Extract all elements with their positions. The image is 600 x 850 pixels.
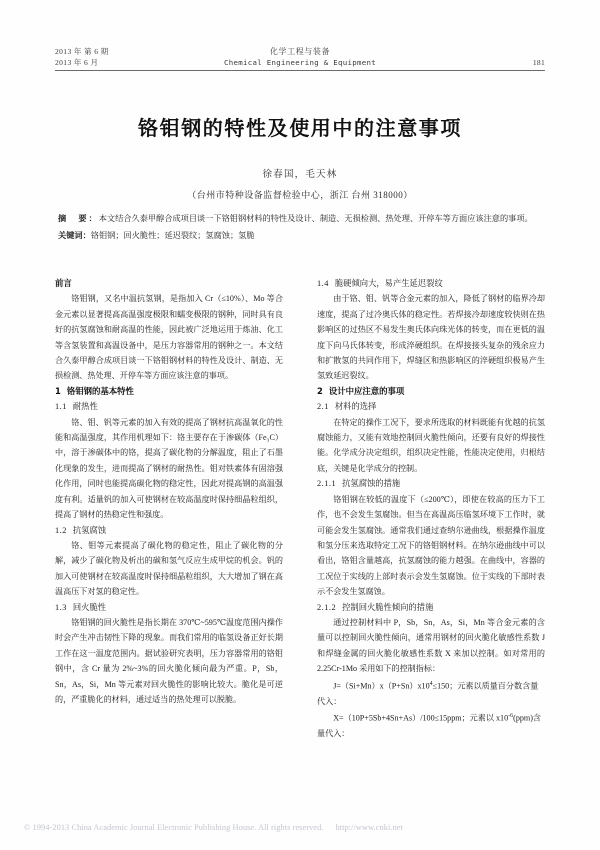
paragraph-2-1-2: 通过控制材料中 P，Sb，Sn，As，Si，Mn 等合金元素的含量可以控制回火脆性倾向，通常用钢材的回火脆化敏感性系数 J 和焊缝金属的回火脆化敏感性系数 X 来加以控制。如对常用的 2.25Cr-1Mo 采用如下的控制指标：: [317, 617, 545, 674]
heading-section-1-2-number: 1.2: [55, 525, 67, 535]
abstract-block: [58, 212, 542, 243]
formula-j-suffix: ≤150；元素以质量百分数含量代入：: [317, 681, 539, 706]
formula-j-exponent: 4: [429, 680, 433, 687]
body-columns: [55, 276, 545, 811]
heading-section-1-1: [55, 399, 283, 414]
keywords-line: [58, 229, 542, 244]
heading-section-1-1-label: 耐热性: [72, 402, 98, 412]
journal-title-cn: 化学工程与装备: [269, 47, 331, 56]
heading-section-2-1: [317, 399, 545, 414]
heading-section-2-1-label: 材料的选择: [334, 402, 377, 412]
formula-x: [317, 709, 545, 742]
heading-section-2-number: 2: [317, 385, 323, 396]
keywords-label: 关键词：: [58, 230, 91, 240]
heading-section-1-3-number: 1.3: [55, 602, 67, 612]
paragraph-2-1-1: 铬钼钢在较低的温度下（≤200℃），即使在较高的压力下工作，也不会发生氢腐蚀。但当在高温高压临氢环境下工作时，就可能会发生氢腐蚀。通常我们通过查纳尔逊曲线，根据操作温度和氢分压来选取特定工况下的铬钼钢材料。在纳尔逊曲线中可以看出，铬钼含量越高，抗氢腐蚀的能力越强。在曲线中，容器的工况位于实线的上部时表示会发生氢腐蚀。位于实线的下部时表示不会发生氢腐蚀。: [317, 494, 545, 597]
formula-x-exponent: -6: [508, 713, 514, 720]
heading-preface: 前言: [55, 278, 72, 288]
heading-section-1-2: [55, 523, 283, 538]
running-head-row-1: [55, 46, 545, 57]
heading-section-1-label: 铬钼钢的基本特性: [66, 385, 134, 396]
running-head-row-2: [55, 57, 545, 68]
heading-section-2-1-1-number: 2.1.1: [317, 479, 337, 489]
running-head: [55, 46, 545, 71]
issue-line: 2013 年 第 6 期: [55, 47, 109, 56]
heading-section-2-1-1: [317, 476, 545, 491]
heading-section-2: [317, 384, 545, 399]
heading-section-2-label: 设计中应注意的事项: [328, 385, 405, 396]
abstract-label: 摘 要：: [58, 214, 99, 223]
column-right: [317, 276, 545, 811]
paragraph-1-1: 铬、钼、钒等元素的加入有效的提高了钢材抗高温氧化的性能和高温强度，其作用机理如下：铬主要存在于渗碳体（Fe₃C）中，溶于渗碳体中的铬，提高了碳化物的分解温度，阻止了石墨化现象的发生，进而提高了钢材的耐热性。钼对铁素体有固溶强化作用，同时也能提高碳化物的稳定性，因此对提高钢的高温强度有利。适量钒的加入可使钢材在较高温度时保持细晶粒组织，提高了钢材的热稳定性和强度。: [55, 417, 283, 520]
column-left: [55, 276, 283, 811]
author-list: 徐春国，毛天林: [262, 169, 338, 180]
heading-section-1-3-label: 回火脆性: [72, 602, 107, 612]
formula-j-prefix: J=（Si+Mn）x（P+Sn）x10: [333, 681, 430, 691]
formula-x-suffix: (ppm)含量代入：: [317, 713, 541, 739]
paragraph-preface: 铬钼钢，又名中温抗氢钢，是指加入 Cr（≤10%）、Mo 等合金元素以显著提高高温强度极限和蠕变极限的钢种，同时具有良好的抗氢腐蚀和耐高温的性能，因此被广泛地运用于炼油、化工等含氢装置和高温设备中，是压力容器常用的钢种之一。本文结合久泰甲醇合成项目谈一下铬钼钢材料的特性及设计、制造、无损检测、热处理、开停车等方面应该注意的事项。: [55, 294, 283, 381]
paragraph-1-3: 铬钼钢的回火脆性是指长期在 370℃~595℃温度范围内操作时会产生冲击韧性下降的现象。而我们常用的临氢设备正好长期工作在这一温度范围内。据试验研究表明，压力容器常用的铬钼钢中，含 Cr 量为 2%~3%的回火脆化倾向最为严重。P，Sb，Sn，As，Si，Mn 等元素对回火脆性的影响比较大。脆化是可逆的，严重脆化的材料，通过适当的热处理可以脱脆。: [55, 617, 283, 704]
formula-j: [317, 677, 545, 710]
keywords-text: 铬钼钢；回火脆性；延迟裂纹；氢腐蚀；氢脆: [90, 230, 255, 240]
footer-copyright: © 1994-2013 China Academic Journal Electronic Publishing House. All rights reserved.: [24, 823, 324, 832]
heading-section-2-1-number: 2.1: [317, 402, 329, 412]
abstract-text: 本文结合久泰甲醇合成项目谈一下铬钼钢材料的特性及设计、制造、无损检测、热处理、开停车等方面应该注意的事项。: [98, 214, 533, 223]
heading-section-2-1-2-number: 2.1.2: [317, 602, 337, 612]
heading-section-1: [55, 384, 283, 399]
heading-section-1-4-number: 1.4: [317, 279, 329, 288]
issue-date-line: 2013 年 6 月: [55, 58, 99, 67]
page-title: 铬钼钢的特性及使用中的注意事项: [138, 116, 462, 140]
heading-section-2-1-1-label: 抗氢腐蚀的措施: [342, 479, 401, 489]
journal-title-en: Chemical Engineering & Equipment: [224, 58, 376, 67]
heading-section-1-number: 1: [55, 385, 61, 396]
author-affiliation: （台州市特种设备监督检验中心，浙江 台州 318000）: [187, 190, 413, 200]
footer-url: http://www.cnki.net: [335, 823, 403, 832]
footer-watermark: [24, 822, 576, 834]
page-number: 181: [532, 58, 545, 67]
heading-section-2-1-2-label: 控制回火脆性倾向的措施: [342, 602, 434, 612]
paragraph-2-1: 在特定的操作工况下，要求所选取的材料既能有优越的抗氢腐蚀能力，又能有效地控制回火脆性倾向，还要有良好的焊接性能。化学成分决定组织，组织决定性能，性能决定使用，归根结底，关键是化学成分的控制。: [317, 417, 545, 473]
abstract-paragraph: [58, 212, 542, 227]
paragraph-1-2: 铬、钼等元素提高了碳化物的稳定性，阻止了碳化物的分解，减少了碳化物及析出的碳和氢气反应生成甲烷的机会。钒的加入可使钢材在较高温度时保持细晶粒组织，大大增加了钢在高温高压下对氢的稳定性。: [55, 540, 283, 597]
heading-section-1-4-label: 脆硬倾向大，易产生延迟裂纹: [334, 279, 443, 288]
heading-section-1-3: [55, 600, 283, 615]
formula-x-prefix: X=（10P+5Sb+4Sn+As）/100≤15ppm；元素以 x10: [333, 713, 509, 723]
heading-section-1-1-number: 1.1: [55, 402, 67, 412]
heading-section-2-1-2: [317, 600, 545, 615]
paragraph-1-4: 由于铬、钼、钒等合金元素的加入，降低了钢材的临界冷却速度，提高了过冷奥氏体的稳定性。若焊接冷却速度较快则在热影响区的过热区不易发生奥氏体向珠光体的转变，而在更低的温度下向马氏体转变，形成淬硬组织。在焊接接头复杂的残余应力和扩散氢的共同作用下，焊缝区和热影响区的淬硬组织极易产生氢致延迟裂纹。: [317, 294, 545, 381]
heading-section-1-4: [317, 276, 545, 291]
heading-section-1-2-label: 抗氢腐蚀: [72, 525, 107, 535]
